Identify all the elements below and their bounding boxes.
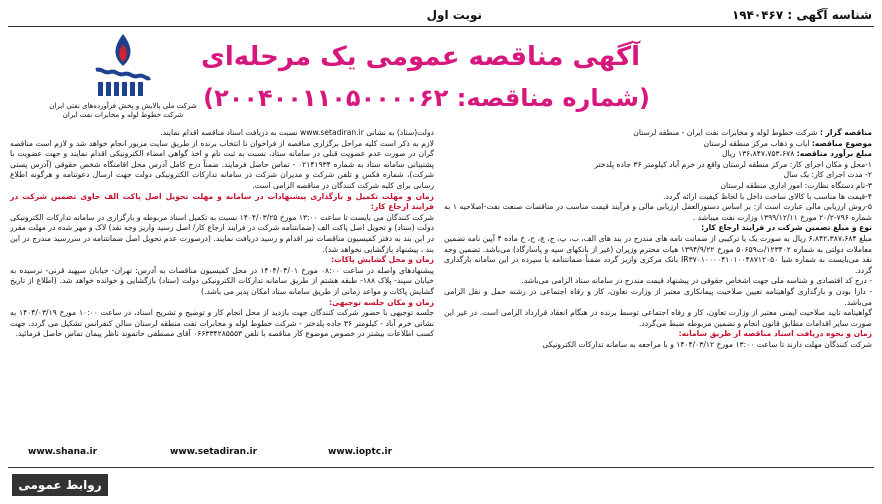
- paragraph: [444, 181, 872, 192]
- paragraph-text: ۱-محل و مکان اجرای کار: مرکز منطقه لرستان واقع در خرم آباد کیلومتر ۳۶ جاده پلدختر: [594, 159, 872, 169]
- paragraph-label: مبلغ برآورد مناقصه:: [796, 149, 872, 159]
- paragraph-text: ۱۳۶،۸۴۷،۷۵۳،۶۷۸ ریال: [721, 149, 797, 159]
- ad-number: شناسه آگهی : ۱۹۴۰۴۶۷: [731, 8, 872, 22]
- paragraph-text: ۴-قیمت ها مناسب با کالای ساخت داخل با لحاظ کیفیت ارائه گردد.: [663, 191, 872, 201]
- paragraph-label: زمان و مهلت تکمیل و بارگذاری پیشنهادات در سامانه و مهلت تحویل اصل پاکت الف حاوی تضمین شرکت در فرایند ارجاع کار:: [10, 191, 434, 212]
- paragraph: [444, 234, 872, 276]
- paragraph: [10, 266, 434, 298]
- paragraph-text: دولت(ستاد) به نشانی www.setadiran.ir نسبت به دریافت اسناد مناقصه اقدام نمایند.: [160, 128, 434, 137]
- paragraph-text: گواهینامه تایید صلاحیت ایمنی معتبر از وزارت تعاون، کار و رفاه اجتماعی توسط برنده در هنگام انعقاد قرارداد الزامی است. در غیر این صورت سایر اقدامات مطابق قانون انجام و تضمین مربوطه ضبط می‌گردد.: [444, 308, 872, 328]
- paragraph-text: پیشنهادهای واصله در ساعت ۰۸:۰۰ مورخ ۱۴۰۴/۰۴/۰۱ در محل کمیسیون مناقصات به آدرس: تهران- خیابان سپهبد قرنی- نرسیده به خیابان سپند- پلاک ۱۸۸- طبقه هشتم از طریق سامانه تدارکات الکترونیکی دولت (ستاد) بازگشایی و خوانده خواهد شد. (اطلاع از تاریخ گشایش پاکات و مواعد زمانی از طریق سامانه ستاد امکان پذیر می باشد.): [10, 265, 434, 296]
- website-link[interactable]: www.setadiran.ir: [170, 447, 258, 457]
- paragraph: [444, 170, 872, 181]
- company-logo: [10, 30, 236, 126]
- paragraph: [444, 329, 872, 340]
- paragraph-label: موضوع مناقصه:: [811, 138, 872, 148]
- website-link[interactable]: www.ioptc.ir: [328, 447, 393, 457]
- paragraph-label: نوع و مبلغ تضمین شرکت در فرایند ارجاع کار:: [701, 223, 872, 233]
- paragraph: [10, 213, 434, 255]
- paragraph-label: مناقصه گزار :: [819, 128, 872, 137]
- paragraph-label: زمان و نحوه دریافت اسناد مناقصه از طریق سامانه:: [678, 329, 872, 339]
- paragraph: [10, 255, 434, 266]
- paragraph: [444, 149, 872, 160]
- paragraph: [444, 192, 872, 203]
- paragraph-text: شرکت کنندگان مهلت دارند تا ساعت ۱۳:۰۰ مورخ ۱۴۰۴/۰۳/۱۲ و با مراجعه به سامانه تدارکات الکترونیکی: [542, 339, 872, 349]
- logo-caption-company: شرکت خطوط لوله و مخابرات نفت ایران: [62, 111, 184, 119]
- header-bar: [0, 6, 882, 28]
- footer-divider: [8, 467, 874, 468]
- paragraph: [10, 128, 434, 139]
- websites: [10, 447, 436, 461]
- paragraph-text: شرکت خطوط لوله و مخابرات نفت ایران - منطقه لرستان: [633, 128, 820, 137]
- paragraph-text: - دارا بودن و بارگذاری گواهینامه تعیین صلاحیت پیمانکاری معتبر از وزارت تعاون، کار و رفاه اجتماعی در رشته حمل و نقل الزامی می‌باشد.: [444, 286, 872, 307]
- paragraph: [10, 308, 434, 340]
- paragraph: [444, 202, 872, 223]
- paragraph: [444, 340, 872, 351]
- paragraph-text: ۵-روش ارزیابی مالی عبارت است از: بر اساس دستورالعمل ارزیابی مالی و فرآیند قیمت مناسب در مناقصات صنعت نفت-اصلاحیه ۱ به شماره ۷۹۶-۲۰/۲ مورخ ۱۳۹۹/۱۲/۱۱ وزارت نفت میباشد .: [444, 202, 872, 222]
- paragraph: [444, 128, 872, 139]
- paragraph-label: زمان و مکان جلسه توجیهی:: [329, 297, 434, 307]
- publication-round: نوبت اول: [426, 8, 482, 22]
- paragraph-text: شرکت کنندگان می بایست تا ساعت ۱۳:۰۰ مورخ ۱۴۰۴/۰۳/۲۵ نسبت به تکمیل اسناد مربوطه و بارگزاری در سامانه تدارکات الکترونیکی دولت (ستاد) و تحویل اصل پاکت الف (ضمانتنامه شرکت در فرایند ارجاع کار/ اصل رسید واریز وجه نقد) لاک و مهر شده در مهلت مقرر در این بند به دفتر کمیسیون مناقصات نیز اقدام و رسید دریافت نمایند. (درصورت عدم تحویل اصل ضمانتنامه در سررسید مندرج در این بند ، پیشنهاد بازگشایی نخواهد شد).: [10, 212, 434, 254]
- paragraph: [10, 192, 434, 213]
- header-divider: [8, 26, 874, 27]
- paragraph: [10, 298, 434, 309]
- website-link[interactable]: www.shana.ir: [28, 447, 98, 457]
- paragraph-text: ۳-نام دستگاه نظارت: امور اداری منطقه لرستان: [720, 180, 872, 190]
- paragraph: [444, 276, 872, 287]
- tender-procedure-column: [10, 128, 434, 390]
- paragraph-text: لازم به ذکر است کلیه مراحل برگزاری مناقصه از فراخوان تا انتخاب برنده از طریق سایت مزبور انجام خواهد شد و لازم است مناقصه گران در صورت عدم عضویت قبلی در سامانه ستاد، نسبت به ثبت نام و اخذ گواهی امضاء الکترونیکی اقدام نمایند و جهت عضویت با پشتیبانی سامانه ستاد به شماره ۰۲۱۴۱۹۳۴ - تماس حاصل فرمایند. ضمناً درج کامل آدرس محل اقامتگاه شخص حقوقی (آدرس پستی شرکت)، شماره فکس و تلفن شرکت و مدیران شرکت در سامانه تدارکات الکترونیکی دولت جهت ارسال دعوتنامه و هرگونه اطلاع رسانی برای کلیه شرکت کنندگان در مناقصه الزامی است.: [10, 138, 434, 190]
- public-relations-tag: روابط عمومی: [12, 474, 108, 496]
- tender-number: (شماره مناقصه: ۲۰۰۴۰۰۱۱۰۵۰۰۰۰۶۲): [203, 84, 650, 112]
- paragraph-label: زمان و محل گشایش پاکات:: [331, 255, 434, 265]
- nioptc-emblem-icon: [88, 30, 158, 102]
- tender-details-column: [444, 128, 872, 464]
- paragraph: [444, 160, 872, 171]
- paragraph-text: - درج کد اقتصادی و شناسه ملی جهت اشخاص حقوقی در پیشنهاد قیمت مندرج در سامانه ستاد الزامی می‌باشد.: [521, 276, 872, 286]
- paragraph: [444, 308, 872, 329]
- paragraph: [444, 287, 872, 308]
- tender-title: آگهی مناقصه عمومی یک مرحله‌ای: [200, 42, 640, 72]
- logo-caption-parent: شرکت ملی پالایش و پخش فرآورده‌های نفتی ایران: [49, 102, 197, 110]
- paragraph-text: ایاب و ذهاب مرکز منطقه لرستان: [703, 138, 812, 148]
- paragraph-text: مبلغ ۶،۸۴۲،۳۸۷،۶۸۴ ریال به صورت یک یا ترکیبی از ضمانت نامه های مندرج در بند های الف، ب، پ، ج، چ، ح، خ ماده ۴ آیین نامه تضمین معاملات دولتی به شماره ۱۲۳۴۰۲/ت۵۰۶۵۹ مورخ ۱۳۹۴/۹/۲۲ هیات محترم وزیران (غیر از بانکهای سپه و پاسارگاد) می‌باشد. تضمین وجه نقد می‌بایست به شماره شبا IR۳۷۰۱۰۰۰۰۴۱۰۱۰۰۴۸۷۱۲۰۵۰ بانک مرکزی واریز گردد ضمناً ضمانتنامه با سپرده در این سامانه بارگذاری گردد.: [444, 233, 872, 275]
- paragraph: [444, 223, 872, 234]
- paragraph-text: ۲- مدت اجرای کار: یک سال: [783, 170, 872, 180]
- paragraph-text: جلسه توجیهی با حضور شرکت کنندگان جهت بازدید از محل انجام کار و توضیح و تشریح اسناد، در ساعت ۱۰:۰۰ مورخ ۱۴۰۴/۰۳/۱۹ به نشانی خرم آباد - کیلومتر ۳۶ جاده پلدختر - شرکت خطوط لوله و مخابرات نفت منطقه لرستان سالن کنفرانس تشکیل می گردد. جهت کسب اطلاعات بیشتر در خصوص موضوع کار مناقصه با تلفن ۰۶۶۳۳۴۲۸۵۵۵۳ آقای مصطفی حاتموند ناظر پیمان تماس حاصل فرمائید.: [10, 308, 434, 339]
- paragraph: [10, 139, 434, 192]
- paragraph: [444, 139, 872, 150]
